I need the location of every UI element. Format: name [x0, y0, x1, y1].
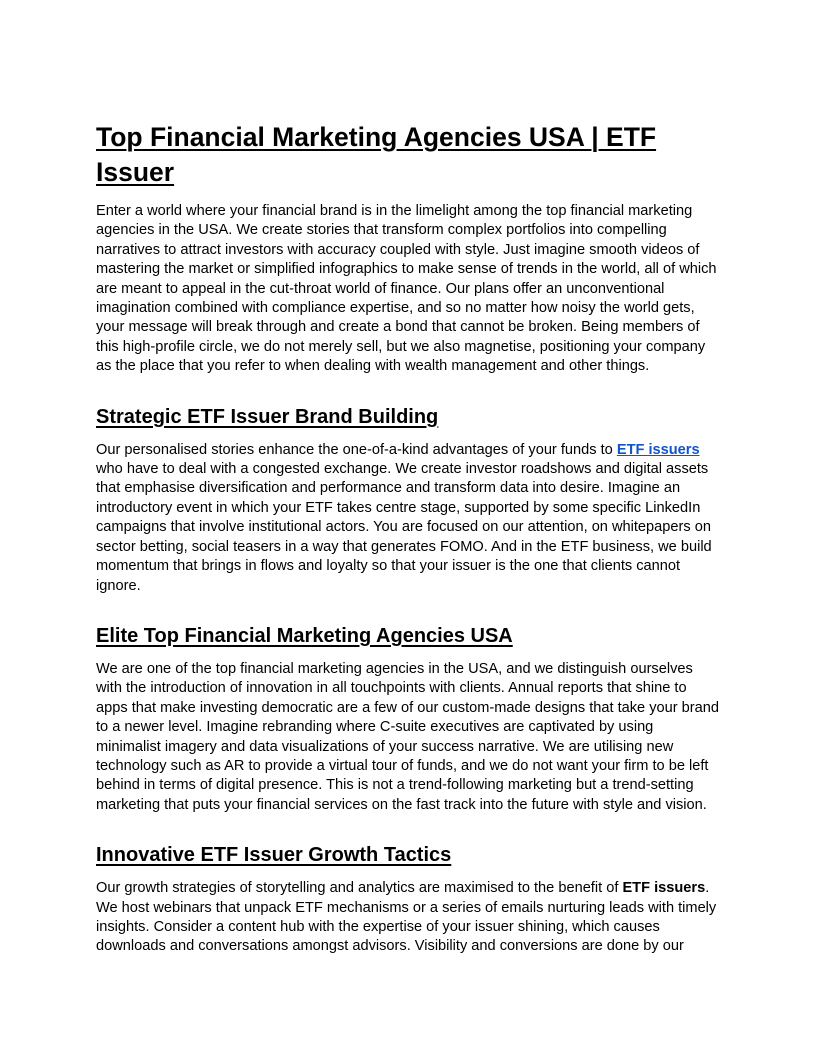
paragraph-text: Our growth strategies of storytelling and analytics are maximised to the benefit of — [96, 880, 623, 897]
paragraph-text: who have to deal with a congested exchange. We create investor roadshows and digital assets that emphasise diversification and performance and transform data into desire. Imagine an introductory event in which your ETF takes centre stage, supported by some specific LinkedIn campaigns that involve institutional actors. You are focused on our attention, on whitepapers on sector betting, social teasers in a way that generates FOMO. And in the ETF business, we build momentum that brings in flows and loyalty so that your issuer is the one that clients cannot ignore. — [96, 461, 712, 594]
section-heading-elite: Elite Top Financial Marketing Agencies USA — [96, 624, 513, 647]
page-title: Top Financial Marketing Agencies USA | ETF Issuer — [96, 122, 657, 187]
document-page — [96, 120, 722, 957]
section-paragraph-elite: We are one of the top financial marketing agencies in the USA, and we distinguish ourselves with the introduction of innovation in all touchpoints with clients. Annual reports that shine to apps that make investing democratic are a few of our custom-made designs that take your brand to a newer level. Imagine rebranding where C-suite executives are captivated by using minimalist imagery and data visualizations of your success narrative. We are utilising new technology such as AR to provide a virtual tour of funds, and we do not want your firm to be left behind in terms of digital presence. This is not a trend-following marketing but a trend-setting marketing that puts your financial services on the fast track into the future with style and vision. — [96, 660, 719, 813]
section-paragraph-innovative — [96, 879, 722, 957]
section-paragraph-strategic — [96, 441, 722, 596]
etf-issuers-bold: ETF issuers — [622, 880, 706, 897]
etf-issuers-link[interactable]: ETF issuers — [616, 441, 700, 458]
section-heading-innovative: Innovative ETF Issuer Growth Tactics — [96, 844, 452, 867]
paragraph-text: Our personalised stories enhance the one-of-a-kind advantages of your funds to — [96, 441, 617, 458]
section-heading-strategic: Strategic ETF Issuer Brand Building — [96, 405, 439, 428]
intro-paragraph: Enter a world where your financial brand is in the limelight among the top financial marketing agencies in the USA. We create stories that transform complex portfolios into compelling narratives to attract investors with accuracy coupled with style. Just imagine smooth videos of mastering the market or simplified infographics to make sense of trends in the world, all of which are meant to appeal in the cut-throat world of finance. Our plans offer an unconventional imagination combined with compliance expertise, and so no matter how noisy the world gets, your message will break through and create a bond that cannot be broken. Being members of this high-profile circle, we do not merely sell, but we also magnetise, positioning your company as the place that you refer to when dealing with wealth management and other things. — [96, 203, 717, 375]
paragraph-text: . We host webinars that unpack ETF mechanisms or a series of emails nurturing leads with timely insights. Consider a content hub with the expertise of your issuer shining, which causes downloads and conversations amongst advisors. Visibility and conversions are done by our — [96, 880, 717, 955]
